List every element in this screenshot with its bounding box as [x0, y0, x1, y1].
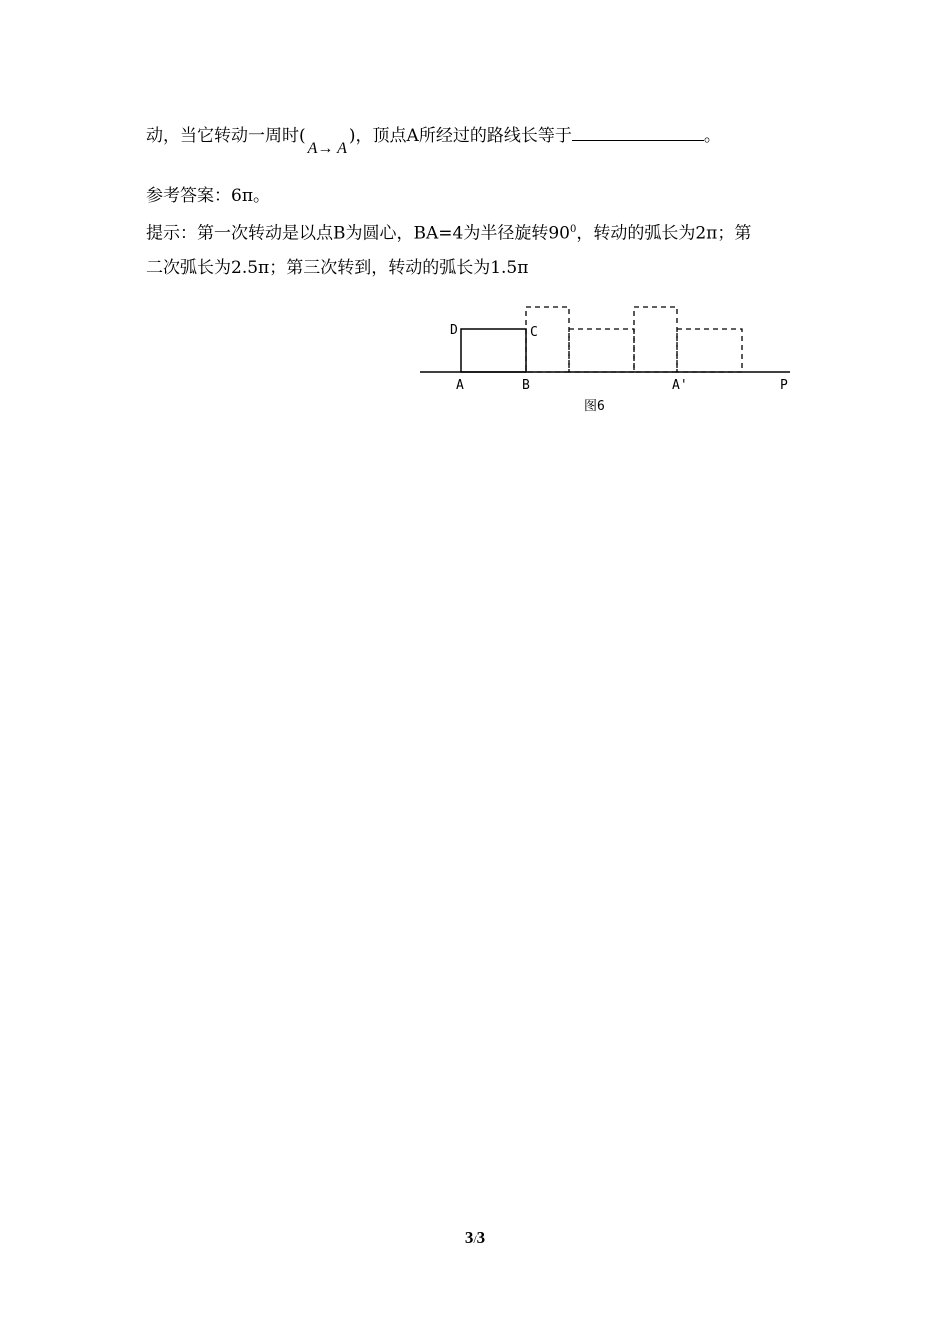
total-pages: 3 — [476, 1228, 486, 1247]
hint-text-b: ，转动的弧长为2π；第 — [576, 223, 752, 244]
hint-line-1 — [146, 218, 751, 246]
label-c: C — [530, 325, 538, 340]
hint-line-2: 二次弧长为2.5π；第三次转到，转动的弧长为1.5π — [146, 258, 529, 278]
question-suffix: )，顶点A所经过的路线长等于 — [348, 126, 572, 146]
dashed-rect-4 — [677, 329, 742, 372]
degree-superscript: 0 — [569, 224, 577, 235]
question-line — [146, 124, 721, 157]
figure-caption: 图6 — [584, 399, 605, 414]
answer-blank — [572, 126, 704, 141]
question-prefix: 动，当它转动一周时( — [146, 126, 306, 146]
label-b: B — [522, 378, 530, 393]
rotation-figure — [418, 300, 798, 420]
label-d: D — [450, 323, 458, 338]
hint-text-a: 提示：第一次转动是以点B为圆心，BA=4为半径旋转90 — [146, 223, 570, 244]
current-page: 3 — [464, 1228, 474, 1247]
rotation-expression: A→ A — [307, 140, 347, 157]
question-end: 。 — [703, 126, 721, 146]
page-number — [0, 1228, 950, 1248]
dashed-rect-3 — [634, 307, 677, 372]
label-a: A — [456, 378, 464, 393]
label-p: P — [780, 378, 788, 393]
rectangle-abcd — [461, 329, 526, 372]
page-separator: / — [473, 1232, 477, 1246]
dashed-rect-2 — [569, 329, 634, 372]
reference-answer: 参考答案：6π。 — [146, 186, 270, 206]
label-a-prime: A' — [672, 378, 688, 393]
